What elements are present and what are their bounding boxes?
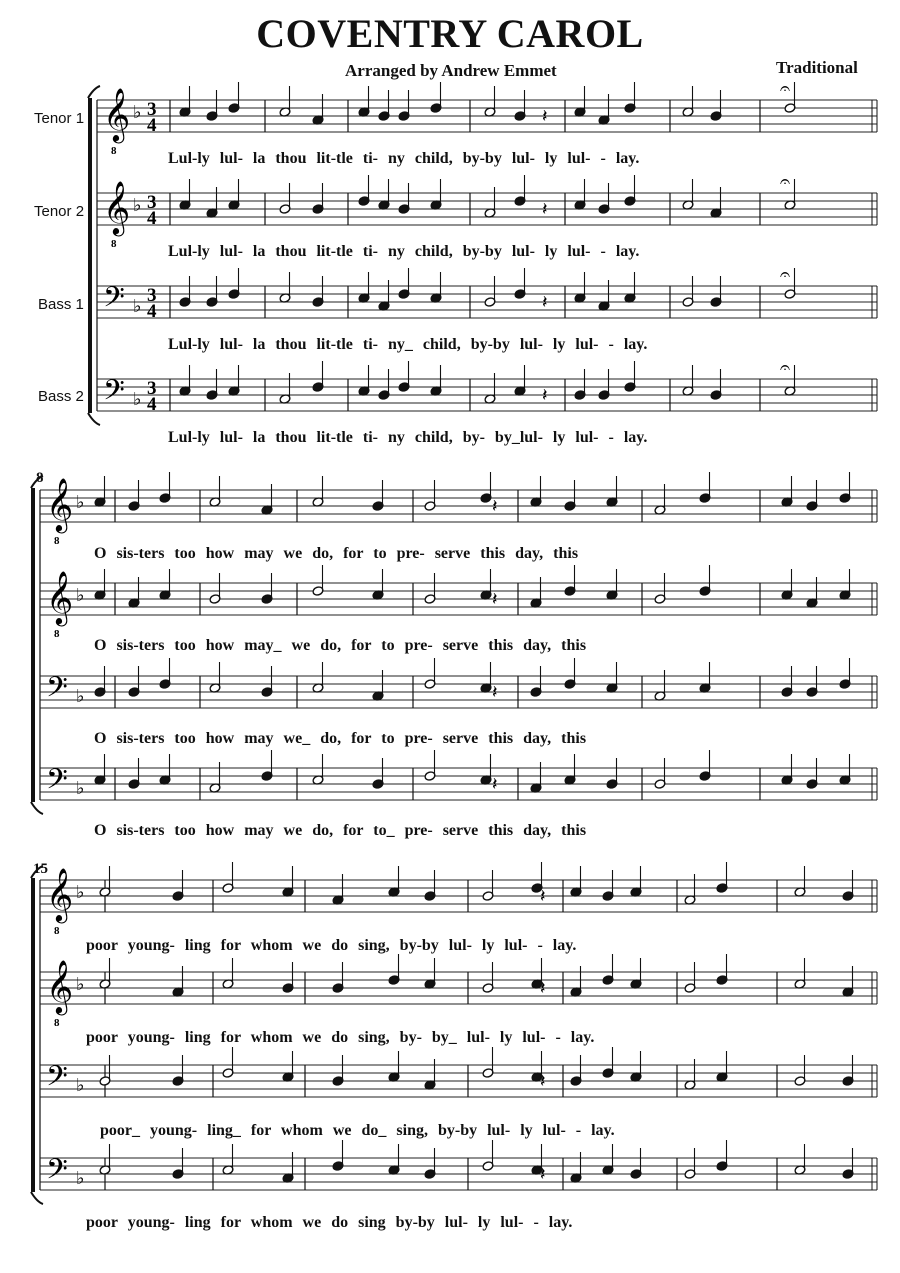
measure-number-8: 8	[36, 470, 44, 486]
flat-key-signature: ♭	[76, 974, 85, 995]
bracket-hook-top	[88, 86, 100, 98]
lyric-line: Lul-ly lul- la thou lit-tle ti- ny child, by-by lul- ly lul- - lay.	[168, 150, 640, 167]
lyric-line: O sis-ters too how may we do, for to pre- serve this day, this	[94, 545, 579, 562]
fermata: 𝄐	[780, 78, 791, 99]
quarter-rest: 𝄽	[542, 106, 548, 127]
time-signature-top: 3	[147, 285, 157, 306]
bracket-hook-bottom	[31, 802, 43, 814]
composer-credit: Traditional	[776, 58, 858, 77]
lyric-line: Lul-ly lul- la thou lit-tle ti- ny_ child, by-by lul- ly lul- - lay.	[168, 336, 648, 353]
lyric-line: Lul-ly lul- la thou lit-tle ti- ny child, by- by_lul- ly lul- - lay.	[168, 429, 648, 446]
quarter-rest: 𝄽	[542, 199, 548, 220]
bass-clef: 𝄢	[103, 374, 125, 414]
flat-key-signature: ♭	[133, 389, 142, 410]
lyric-line: O sis-ters too how may_ we do, for to pre- serve this day, this	[94, 637, 587, 654]
flat-key-signature: ♭	[133, 296, 142, 317]
octave-8-marker: 8	[54, 925, 60, 937]
lyric-line: poor young- ling for whom we do sing, by- by_ lul- ly lul- - lay.	[86, 1029, 595, 1046]
flat-key-signature: ♭	[76, 1168, 85, 1189]
bass-clef: 𝄢	[46, 671, 68, 711]
octave-8-marker: 8	[54, 1017, 60, 1029]
time-signature-bottom: 4	[147, 115, 157, 136]
treble-clef: 𝄞	[46, 477, 74, 531]
octave-8-marker: 8	[111, 238, 117, 250]
flat-key-signature: ♭	[76, 686, 85, 707]
lyric-line: Lul-ly lul- la thou lit-tle ti- ny child, by-by lul- ly lul- - lay.	[168, 243, 640, 260]
octave-8-marker: 8	[111, 145, 117, 157]
time-signature-top: 3	[147, 99, 157, 120]
flat-key-signature: ♭	[133, 195, 142, 216]
flat-key-signature: ♭	[76, 492, 85, 513]
quarter-rest: 𝄽	[492, 589, 498, 610]
part-label-bass-2: Bass 2	[38, 388, 84, 405]
quarter-rest: 𝄽	[492, 496, 498, 517]
score-title: COVENTRY CAROL	[256, 11, 644, 56]
arranger-credit: Arranged by Andrew Emmet	[345, 61, 557, 80]
quarter-rest: 𝄽	[540, 1071, 546, 1092]
measure-number-15: 15	[33, 861, 48, 877]
fermata: 𝄐	[780, 264, 791, 285]
lyric-line: poor young- ling for whom we do sing by-by lul- ly lul- - lay.	[86, 1214, 573, 1231]
lyric-line: poor young- ling for whom we do sing, by-by lul- ly lul- - lay.	[86, 937, 577, 954]
time-signature-top: 3	[147, 192, 157, 213]
bracket-hook-top	[31, 476, 43, 488]
time-signature-bottom: 4	[147, 394, 157, 415]
bass-clef: 𝄢	[46, 763, 68, 803]
bass-clef: 𝄢	[46, 1060, 68, 1100]
quarter-rest: 𝄽	[540, 978, 546, 999]
time-signature-top: 3	[147, 378, 157, 399]
flat-key-signature: ♭	[76, 585, 85, 606]
system-bracket	[31, 878, 35, 1192]
treble-clef: 𝄞	[46, 570, 74, 624]
quarter-rest: 𝄽	[492, 682, 498, 703]
treble-clef: 𝄞	[46, 959, 74, 1013]
quarter-rest: 𝄽	[540, 1164, 546, 1185]
quarter-rest: 𝄽	[540, 886, 546, 907]
flat-key-signature: ♭	[76, 882, 85, 903]
quarter-rest: 𝄽	[542, 385, 548, 406]
part-label-tenor-2: Tenor 2	[34, 203, 85, 220]
system-bracket	[31, 488, 35, 802]
octave-8-marker: 8	[54, 535, 60, 547]
treble-clef: 𝄞	[46, 867, 74, 921]
part-label-tenor-1: Tenor 1	[34, 110, 85, 127]
time-signature-bottom: 4	[147, 301, 157, 322]
treble-clef: 𝄞	[103, 87, 131, 141]
quarter-rest: 𝄽	[542, 292, 548, 313]
quarter-rest: 𝄽	[492, 774, 498, 795]
part-label-bass-1: Bass 1	[38, 296, 84, 313]
fermata: 𝄐	[780, 171, 791, 192]
lyric-line: O sis-ters too how may we_ do, for to pre- serve this day, this	[94, 730, 587, 747]
flat-key-signature: ♭	[76, 778, 85, 799]
treble-clef: 𝄞	[103, 180, 131, 234]
bass-clef: 𝄢	[46, 1153, 68, 1193]
system-bracket	[88, 98, 92, 413]
flat-key-signature: ♭	[133, 102, 142, 123]
bracket-hook-bottom	[88, 413, 100, 425]
fermata: 𝄐	[780, 357, 791, 378]
octave-8-marker: 8	[54, 628, 60, 640]
lyric-line: poor_ young- ling_ for whom we do_ sing, by-by lul- ly lul- - lay.	[100, 1122, 615, 1139]
bracket-hook-top	[31, 866, 43, 878]
flat-key-signature: ♭	[76, 1075, 85, 1096]
lyric-line: O sis-ters too how may we do, for to_ pre- serve this day, this	[94, 822, 587, 839]
bracket-hook-bottom	[31, 1192, 43, 1204]
bass-clef: 𝄢	[103, 281, 125, 321]
time-signature-bottom: 4	[147, 208, 157, 229]
